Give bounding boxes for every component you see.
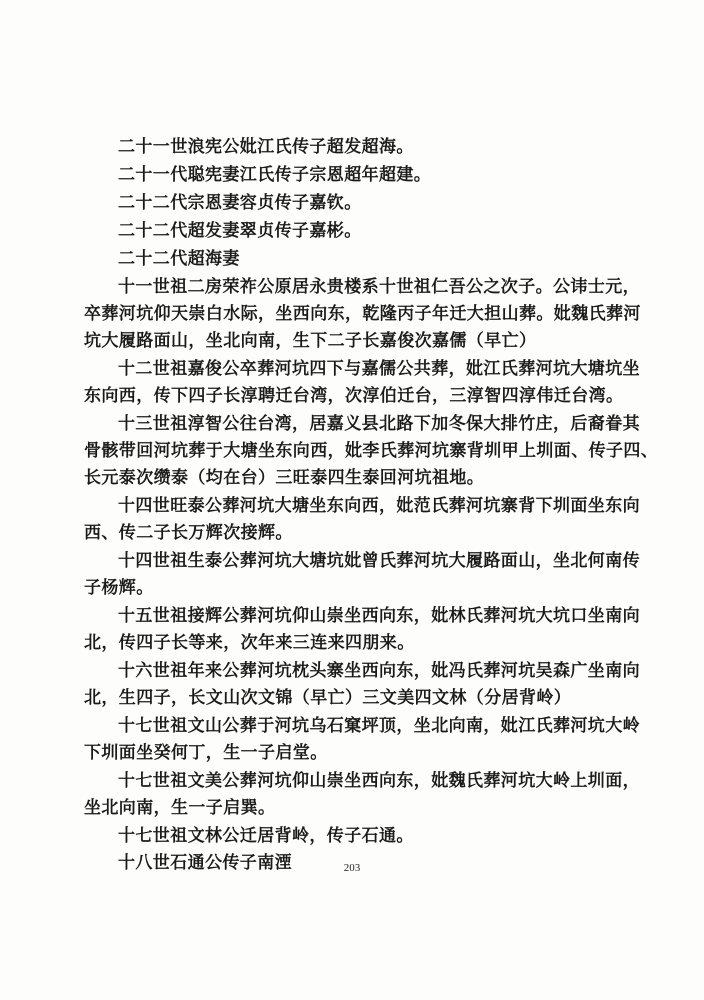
- text-line: 二十二代超海妻: [118, 249, 240, 269]
- text-line: 长元泰次缵泰（均在台）三旺泰四生泰回河坑祖地。: [84, 468, 485, 488]
- text-line: 二十一代聪宪妻江氏传子宗恩超年超建。: [118, 165, 432, 185]
- text-line: 北，传四子长等来，次年来三连来四朋来。: [84, 633, 415, 653]
- text-line: 十一世祖二房荣祚公原居永贵楼系十世祖仁吾公之次子。公讳士元，: [118, 277, 640, 297]
- text-line: 二十二代超发妻翠贞传子嘉彬。: [118, 221, 362, 241]
- text-line: 骨骸带回河坑葬于大塘坐东向西，妣李氏葬河坑寨背圳甲上圳面、传子四、: [84, 441, 659, 461]
- text-line: 十八世石通公传子南湮: [118, 853, 292, 873]
- text-line: 十三世祖淳智公往台湾，居嘉义县北路下加冬保大排竹庄，后裔眷其: [118, 414, 640, 434]
- text-line: 东向西，传下四子长淳聘迁台湾，次淳伯迁台，三淳智四淳伟迁台湾。: [84, 386, 624, 406]
- text-line: 十四世旺泰公葬河坑大塘坐东向西，妣范氏葬河坑寨背下圳面坐东向: [118, 496, 640, 516]
- text-line: 坑大履路面山，坐北向南，生下二子长嘉俊次嘉儒（早亡）: [84, 331, 537, 351]
- text-line: 十七世祖文山公葬于河坑乌石窠坪顶，坐北向南，妣江氏葬河坑大岭: [118, 716, 640, 736]
- text-line: 坐北向南，生一子启巽。: [84, 798, 276, 818]
- text-line: 十七世祖文美公葬河坑仰山崇坐西向东，妣魏氏葬河坑大岭上圳面，: [118, 771, 640, 791]
- text-line: 下圳面坐癸何丁，生一子启堂。: [84, 743, 328, 763]
- text-line: 二十二代宗恩妻容贞传子嘉钦。: [118, 193, 362, 213]
- text-line: 十七世祖文林公迁居背岭，传子石通。: [118, 826, 414, 846]
- text-line: 二十一世浪宪公妣江氏传子超发超海。: [118, 137, 414, 157]
- text-line: 十二世祖嘉俊公卒葬河坑四下与嘉儒公共葬，妣江氏葬河坑大塘坑坐: [118, 359, 640, 379]
- text-line: 子杨辉。: [84, 578, 154, 598]
- text-line: 北，生四子，长文山次文锦（早亡）三文美四文林（分居背岭）: [84, 688, 572, 708]
- page-number: 203: [343, 862, 361, 874]
- text-line: 卒葬河坑仰天崇白水际，坐西向东，乾隆丙子年迁大担山葬。妣魏氏葬河: [84, 304, 641, 324]
- text-line: 十五世祖接辉公葬河坑仰山崇坐西向东，妣林氏葬河坑大坑口坐南向: [118, 606, 640, 626]
- text-line: 西、传二子长万辉次接辉。: [84, 523, 293, 543]
- text-line: 十六世祖年来公葬河坑枕头寨坐西向东，妣冯氏葬河坑吴森广坐南向: [118, 661, 640, 681]
- text-line: 十四世祖生泰公葬河坑大塘坑妣曾氏葬河坑大履路面山，坐北何南传: [118, 551, 640, 571]
